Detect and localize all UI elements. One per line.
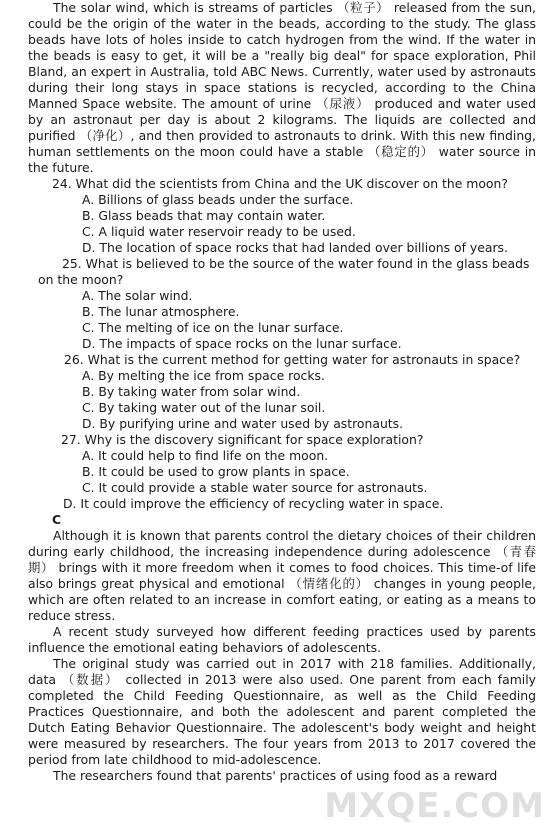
option-b: B. It could be used to grow plants in space. [82,464,350,479]
question-stem: 24. What did the scientists from China and the UK discover on the moon? [52,176,508,191]
option-d: D. The impacts of space rocks on the lunar surface. [82,336,402,351]
option-c: C. The melting of ice on the lunar surface. [82,320,344,335]
option-c: C. A liquid water reservoir ready to be used. [82,224,356,239]
option-d: D. It could improve the efficiency of recycling water in space. [63,496,444,511]
option-c: C. It could provide a stable water source for astronauts. [82,480,428,495]
option-c: C. By taking water out of the lunar soil. [82,400,326,415]
exam-page [28,0,536,784]
section-c-paragraph-2: A recent study surveyed how different feeding practices used by parents influence the emotional eating behaviors of adolescents. [28,624,536,655]
option-b: B. The lunar atmosphere. [82,304,240,319]
option-a: A. It could help to find life on the moon. [82,448,329,463]
option-b: B. By taking water from solar wind. [82,384,301,399]
section-c-paragraph-3: The original study was carried out in 2017 with 218 families. Additionally, data （数据） collected in 2013 were also used. One parent from each family completed the Child Feeding Questionnaire, as well as the Child Feeding Practices Questionnaire, and both the adolescent and parent completed the Dutch Eating Behavior Questionnaire. The adolescent's body weight and height were measured by researchers. The four years from 2013 to 2017 covered the period from late childhood to mid-adolescence. [28,656,536,767]
option-b: B. Glass beads that may contain water. [82,208,326,223]
question-stem: 25. What is believed to be the source of the water found in the glass beads on the moon? [38,256,530,287]
question-26 [28,352,536,432]
question-25 [28,256,536,352]
section-c-paragraph-4: The researchers found that parents' practices of using food as a reward [53,768,498,783]
option-d: D. By purifying urine and water used by astronauts. [82,416,404,431]
option-a: A. Billions of glass beads under the surface. [82,192,354,207]
section-c-paragraph-1: Although it is known that parents control the dietary choices of their children during early childhood, the increasing independence during adolescence （青春期） brings with it more freedom when it comes to food choices. This time-of life also brings great physical and emotional （情绪化的） changes in young people, which are often related to an increase in comfort eating, or eating as a means to reduce stress. [28,528,536,623]
question-27 [28,432,536,512]
watermark: MXQE.COM [324,786,545,826]
question-24 [28,176,536,256]
section-heading: C [52,512,62,527]
question-stem: 27. Why is the discovery significant for space exploration? [61,432,424,447]
option-d: D. The location of space rocks that had landed over billions of years. [82,240,508,255]
option-a: A. By melting the ice from space rocks. [82,368,325,383]
question-stem: 26. What is the current method for getting water for astronauts in space? [64,352,521,367]
option-a: A. The solar wind. [82,288,193,303]
passage-b-paragraph: The solar wind, which is streams of particles （粒子） released from the sun, could be the origin of the water in the beads, according to the study. The glass beads have lots of holes inside to catch hydrogen from the wind. If the water in the beads is easy to get, it will be a "really big deal" for space exploration, Phil Bland, an expert in Australia, told ABC News. Currently, water used by astronauts during their long stays in space stations is recycled, according to the China Manned Space website. The amount of urine （尿液） produced and water used by an astronaut per day is about 2 kilograms. The liquids are collected and purified （净化）, and then provided to astronauts to drink. With this new finding, human settlements on the moon could have a stable （稳定的） water source in the future. [28,0,536,175]
